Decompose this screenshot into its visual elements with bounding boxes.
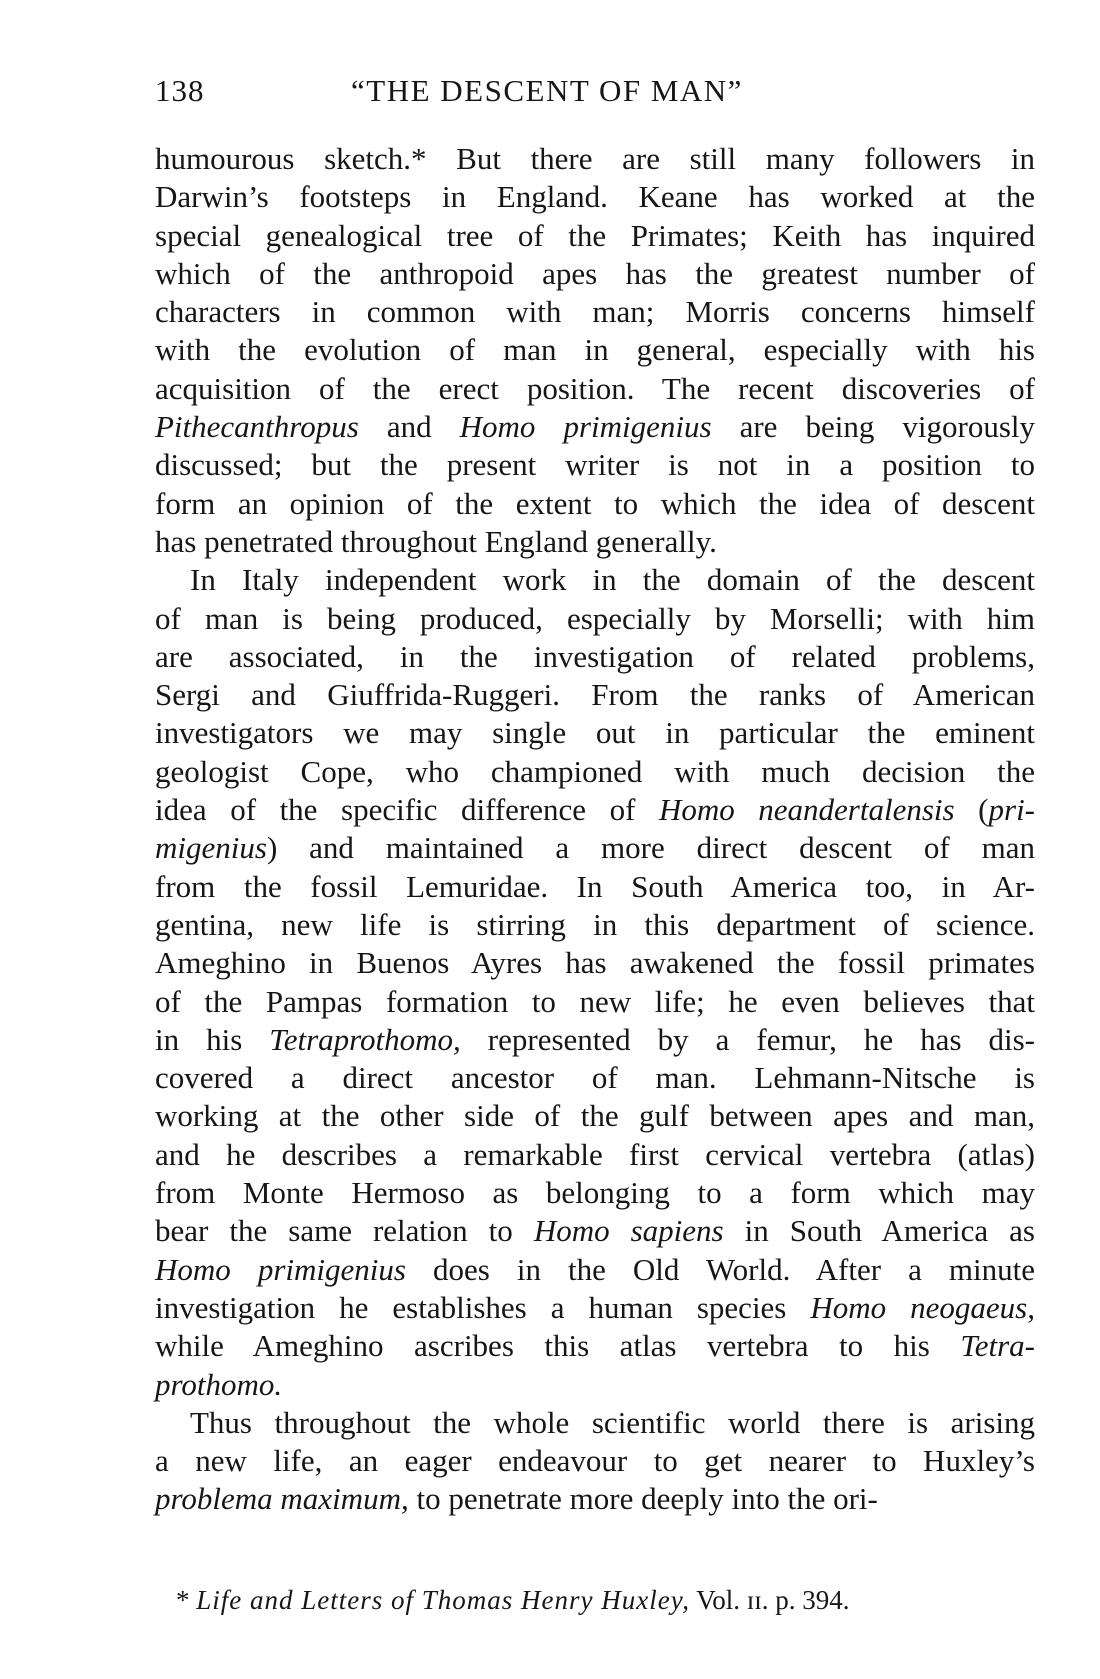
text-line <box>155 1366 1035 1404</box>
text-span: of the Pampas formation to new life; he even believes that <box>155 983 1035 1019</box>
text-span: acquisition of the erect position. The recent discoveries of <box>155 370 1035 406</box>
text-span: and <box>358 409 460 445</box>
text-span: and he describes a remarkable first cervical vertebra (atlas) <box>155 1136 1035 1172</box>
text-line <box>155 868 1035 906</box>
italic-text: Homo primigenius <box>459 409 712 445</box>
text-line <box>155 638 1035 676</box>
text-line <box>155 1174 1035 1212</box>
text-line <box>155 1212 1035 1250</box>
text-span: form an opinion of the extent to which the idea of descent <box>155 485 1035 521</box>
italic-text: Homo primigenius <box>155 1251 406 1287</box>
text-span: idea of the specific difference of <box>155 792 659 828</box>
text-line <box>155 1136 1035 1174</box>
text-span: ) and maintained a more direct descent of man <box>266 830 1035 866</box>
page-number: 138 <box>155 73 205 108</box>
text-span: gentina, new life is stirring in this department of science. <box>155 906 1035 942</box>
text-span: while Ameghino ascribes this atlas vertebra to his <box>155 1328 961 1364</box>
text-span: geologist Cope, who championed with much decision the <box>155 753 1035 789</box>
text-span: from Monte Hermoso as belonging to a form which may <box>155 1175 1035 1211</box>
text-line <box>155 791 1035 829</box>
text-span: investigation he establishes a human species <box>155 1289 811 1325</box>
text-span: in South America as <box>723 1213 1035 1249</box>
italic-text: pri- <box>988 792 1035 828</box>
footnote-marker: * <box>176 1585 190 1615</box>
text-span: from the fossil Lemuridae. In South America too, in Ar- <box>155 868 1035 904</box>
italic-text: prothomo. <box>155 1366 283 1402</box>
text-line <box>155 331 1035 369</box>
text-span: Sergi and Giuffrida-Ruggeri. From the ranks of American <box>155 677 1035 713</box>
text-line <box>155 1404 1035 1442</box>
text-line <box>155 906 1035 944</box>
italic-text: Pithecanthropus <box>155 409 359 445</box>
running-title: “THE DESCENT OF MAN” <box>351 73 743 108</box>
text-line <box>155 1097 1035 1135</box>
text-line <box>155 446 1035 484</box>
text-line <box>155 217 1035 255</box>
text-line <box>155 676 1035 714</box>
running-head <box>155 66 1035 116</box>
text-span: investigators we may single out in particular the eminent <box>155 715 1035 751</box>
text-span: Darwin’s footsteps in England. Keane has worked at the <box>155 179 1035 215</box>
text-span: special genealogical tree of the Primates; Keith has inquired <box>155 217 1035 253</box>
text-line <box>155 408 1035 446</box>
text-span: of man is being produced, especially by Morselli; with him <box>155 600 1035 636</box>
text-span: are being vigorously <box>711 409 1036 445</box>
text-span: represented by a femur, he has dis- <box>460 1021 1036 1057</box>
text-line <box>155 485 1035 523</box>
italic-text: migenius <box>155 830 267 866</box>
text-line <box>155 1327 1035 1365</box>
paragraph <box>155 140 1035 561</box>
text-span: a new life, an eager endeavour to get nearer to Huxley’s <box>155 1443 1035 1479</box>
text-line <box>155 714 1035 752</box>
text-span: covered a direct ancestor of man. Lehmann-Nitsche is <box>155 1060 1035 1096</box>
text-line <box>155 178 1035 216</box>
text-line <box>155 255 1035 293</box>
text-line <box>155 1059 1035 1097</box>
text-line <box>155 944 1035 982</box>
text-span: to penetrate more deeply into the ori- <box>408 1481 878 1517</box>
text-line <box>155 600 1035 638</box>
text-span: with the evolution of man in general, especially with his <box>155 332 1035 368</box>
text-line <box>155 983 1035 1021</box>
text-line <box>155 140 1035 178</box>
text-line <box>155 1480 1035 1518</box>
italic-text: Homo neogaeus, <box>810 1289 1035 1325</box>
text-span: has penetrated throughout England generally. <box>155 523 717 559</box>
text-line <box>155 370 1035 408</box>
italic-text: Homo neandertalensis <box>658 792 955 828</box>
text-span: are associated, in the investigation of related problems, <box>155 638 1035 674</box>
italic-text: Homo sapiens <box>533 1213 724 1249</box>
text-span: In Italy independent work in the domain of the descent <box>190 562 1035 598</box>
text-line <box>155 829 1035 867</box>
text-span: in his <box>155 1021 270 1057</box>
text-line <box>155 1289 1035 1327</box>
text-span: bear the same relation to <box>155 1213 534 1249</box>
footnote-title: Life and Letters of Thomas Henry Huxley, <box>196 1585 690 1615</box>
text-span: does in the Old World. After a minute <box>405 1251 1036 1287</box>
footnote <box>176 1583 1056 1617</box>
text-line <box>155 1251 1035 1289</box>
text-span: Thus throughout the whole scientific world there is arising <box>190 1404 1035 1440</box>
text-line <box>155 561 1035 599</box>
text-span: discussed; but the present writer is not in a position to <box>155 447 1035 483</box>
body-text <box>155 140 1035 1519</box>
text-line <box>155 1021 1035 1059</box>
text-line <box>155 293 1035 331</box>
text-span: humourous sketch.* But there are still many followers in <box>155 141 1035 176</box>
text-span: characters in common with man; Morris concerns himself <box>155 294 1035 330</box>
text-line <box>155 1442 1035 1480</box>
text-span: working at the other side of the gulf between apes and man, <box>155 1098 1035 1134</box>
footnote-reference: Vol. ɪɪ. p. 394. <box>696 1585 850 1615</box>
text-span: ( <box>954 792 989 828</box>
italic-text: problema maximum, <box>155 1481 409 1517</box>
italic-text: Tetra- <box>960 1328 1035 1364</box>
text-span: Ameghino in Buenos Ayres has awakened the fossil primates <box>155 945 1035 981</box>
paragraph <box>155 561 1035 1404</box>
text-line <box>155 523 1035 561</box>
text-line <box>155 753 1035 791</box>
paragraph <box>155 1404 1035 1519</box>
italic-text: Tetraprothomo, <box>269 1021 461 1057</box>
text-span: which of the anthropoid apes has the greatest number of <box>155 255 1035 291</box>
